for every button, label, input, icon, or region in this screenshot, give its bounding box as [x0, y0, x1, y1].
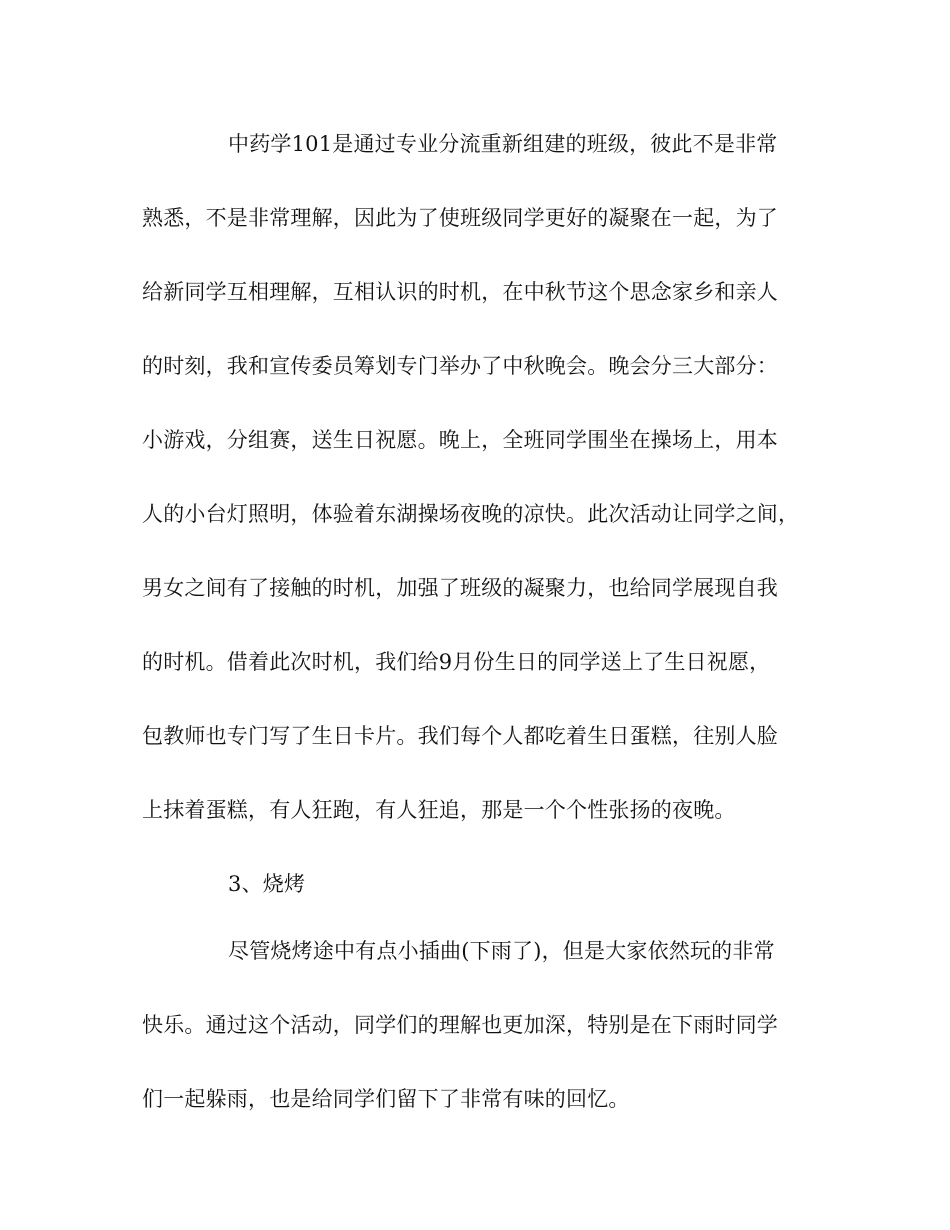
paragraph-bbq [142, 931, 812, 1120]
paragraph-line: 给新同学互相理解，互相认识的时机，在中秋节这个思念家乡和亲人 [142, 280, 778, 304]
paragraph-line: 人的小台灯照明，体验着东湖操场夜晚的凉快。此次活动让同学之间， [142, 502, 800, 526]
paragraph-line: 包教师也专门写了生日卡片。我们每个人都吃着生日蛋糕，往别人脸 [142, 724, 778, 748]
paragraph-line: 的时机。借着此次时机，我们给9月份生日的同学送上了生日祝愿， [142, 650, 771, 674]
paragraph-line: 男女之间有了接触的时机，加强了班级的凝聚力，也给同学展现自我 [142, 576, 778, 600]
paragraph-line: 上抹着蛋糕，有人狂跑，有人狂追，那是一个个性张扬的夜晚。 [142, 798, 736, 822]
paragraph-line: 们一起躲雨，也是给同学们留下了非常有味的回忆。 [142, 1087, 630, 1111]
section-heading-bbq: 3、烧烤 [228, 872, 306, 896]
paragraph-line: 快乐。通过这个活动，同学们的理解也更加深，特别是在下雨时同学 [142, 1013, 778, 1037]
paragraph-line: 尽管烧烤途中有点小插曲(下雨了)，但是大家依然玩的非常 [228, 939, 775, 963]
paragraph-line: 熟悉，不是非常理解，因此为了使班级同学更好的凝聚在一起，为了 [142, 206, 778, 230]
paragraph-mid-autumn-party [142, 124, 812, 831]
document-body [142, 124, 812, 1153]
paragraph-line: 的时刻，我和宣传委员筹划专门举办了中秋晚会。晚会分三大部分： [142, 354, 778, 378]
paragraph-line: 中药学101是通过专业分流重新组建的班级，彼此不是非常 [228, 132, 778, 156]
paragraph-line: 小游戏，分组赛，送生日祝愿。晚上，全班同学围坐在操场上，用本 [142, 428, 778, 452]
